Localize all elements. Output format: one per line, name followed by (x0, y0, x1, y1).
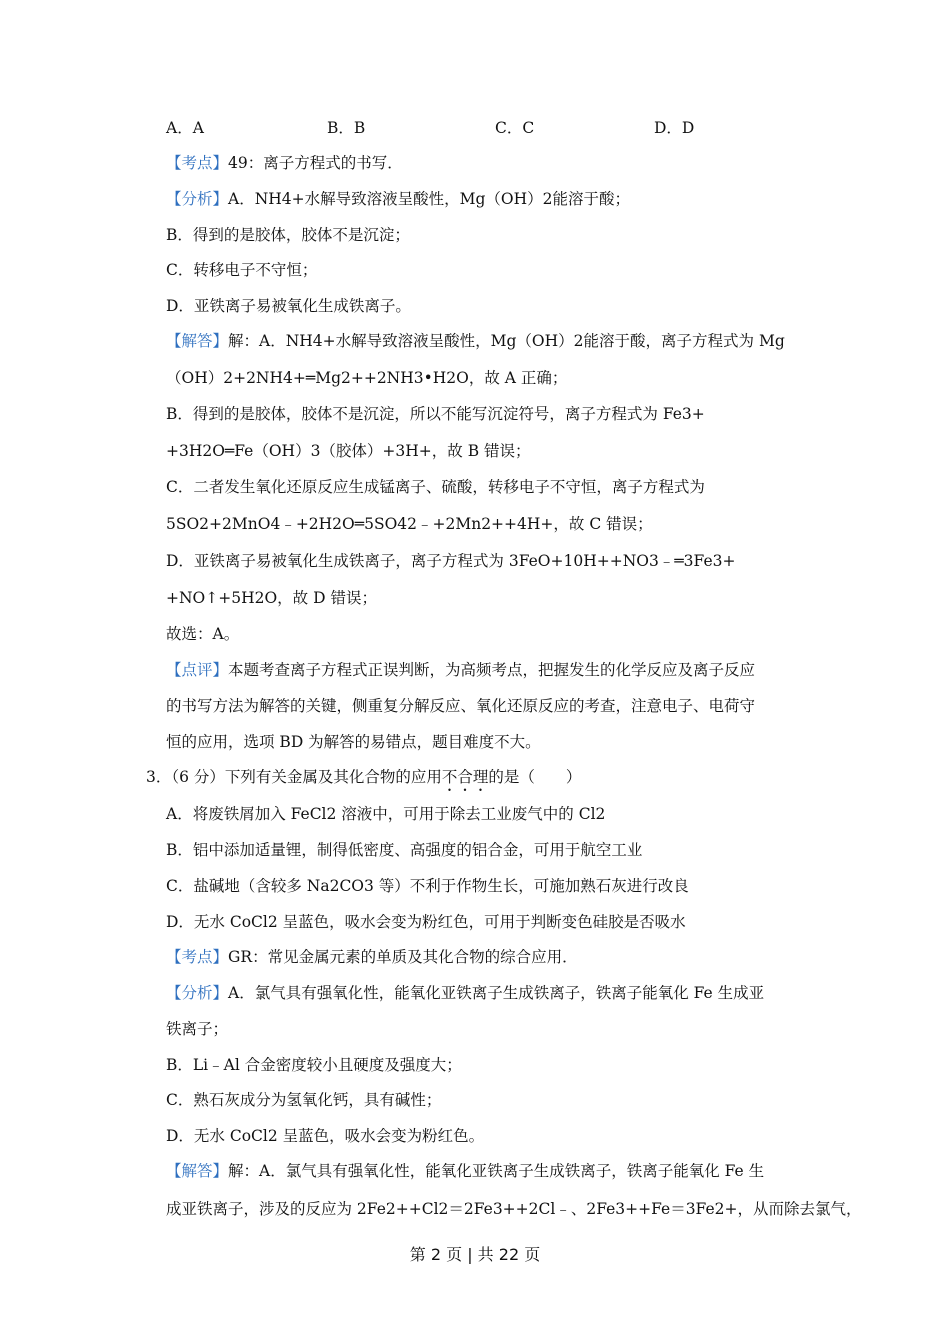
q3-stem-post: 的是（ ） (488, 768, 582, 786)
q3-jieda-a1 (166, 1160, 764, 1182)
kaodian-tag: 【考点】 (166, 154, 229, 172)
q3-fenxi-d: D．无水 CoCl2 呈蓝色，吸水会变为粉红色。 (166, 1127, 485, 1145)
option-b: B．B (327, 119, 366, 137)
fenxi-tag: 【分析】 (166, 190, 229, 208)
q2-kaodian-text: 49：离子方程式的书写． (228, 154, 403, 172)
q3-stem-pre: 3．（6 分）下列有关金属及其化合物的应用 (146, 768, 442, 786)
q3-fenxi-a1 (166, 982, 764, 1004)
q2-fenxi-a: A．NH4+水解导致溶液呈酸性，Mg（OH）2能溶于酸； (228, 190, 631, 208)
q2-jieda-a1 (166, 330, 785, 352)
q3-fenxi-a1-text: A．氯气具有强氧化性，能氧化亚铁离子生成铁离子，铁离子能氧化 Fe 生成亚 (228, 984, 765, 1002)
q2-kaodian (166, 152, 403, 174)
q3-stem (146, 766, 581, 795)
q2-jieda-c1: C．二者发生氧化还原反应生成锰离子、硫酸，转移电子不守恒，离子方程式为 (166, 478, 705, 496)
q3-fenxi-b: B．Li﹣Al 合金密度较小且硬度及强度大； (166, 1056, 462, 1074)
page-footer: 第 2 页 | 共 22 页 (409, 1245, 541, 1264)
q3-kaodian (166, 946, 578, 968)
option-a: A．A (166, 119, 204, 137)
q2-jieda-a2: （OH）2+2NH4+═Mg2++2NH3•H2O，故 A 正确； (166, 369, 568, 387)
q2-dianping-1 (166, 659, 755, 681)
q2-guxuan: 故选：A。 (166, 625, 240, 643)
q2-fenxi-d: D．亚铁离子易被氧化生成铁离子。 (166, 297, 411, 315)
fenxi-tag: 【分析】 (166, 984, 229, 1002)
q3-option-d: D．无水 CoCl2 呈蓝色，吸水会变为粉红色，可用于判断变色硅胶是否吸水 (166, 913, 686, 931)
q2-jieda-c2: 5SO2+2MnO4﹣+2H2O═5SO42﹣+2Mn2++4H+，故 C 错误； (166, 515, 653, 533)
q3-option-c: C．盐碱地（含较多 Na2CO3 等）不利于作物生长，可施加熟石灰进行改良 (166, 877, 689, 895)
q2-jieda-b1: B．得到的是胶体，胶体不是沉淀，所以不能写沉淀符号，离子方程式为 Fe3+ (166, 405, 705, 423)
q3-fenxi-c: C．熟石灰成分为氢氧化钙，具有碱性； (166, 1091, 442, 1109)
q2-dianping-1-text: 本题考查离子方程式正误判断，为高频考点，把握发生的化学反应及离子反应 (228, 661, 756, 679)
jieda-tag: 【解答】 (166, 1162, 229, 1180)
q2-fenxi-b: B．得到的是胶体，胶体不是沉淀； (166, 226, 410, 244)
q2-jieda-d1: D．亚铁离子易被氧化生成铁离子，离子方程式为 3FeO+10H++NO3﹣═3Fe3+ (166, 552, 736, 570)
q3-stem-emphasis (442, 768, 489, 786)
q2-jieda-a1-text: 解：A．NH4+水解导致溶液呈酸性，Mg（OH）2能溶于酸，离子方程式为 Mg (228, 332, 785, 350)
q2-jieda-d2: +NO↑+5H2O，故 D 错误； (166, 589, 377, 607)
jieda-tag: 【解答】 (166, 332, 229, 350)
q2-fenxi-c: C．转移电子不守恒； (166, 261, 318, 279)
q2-dianping-3: 恒的应用，选项 BD 为解答的易错点，题目难度不大。 (166, 733, 541, 751)
q3-jieda-a2: 成亚铁离子，涉及的反应为 2Fe2++Cl2＝2Fe3++2Cl﹣、2Fe3++Fe＝3Fe2+，从而除去氯气， (166, 1200, 862, 1218)
option-c: C．C (495, 119, 535, 137)
q3-option-a: A．将废铁屑加入 FeCl2 溶液中，可用于除去工业废气中的 Cl2 (166, 805, 606, 823)
q3-option-b: B．铝中添加适量锂，制得低密度、高强度的铝合金，可用于航空工业 (166, 841, 643, 859)
kaodian-tag: 【考点】 (166, 948, 229, 966)
q2-jieda-b2: +3H2O═Fe（OH）3（胶体）+3H+，故 B 错误； (166, 442, 531, 460)
dianping-tag: 【点评】 (166, 661, 229, 679)
q2-dianping-2: 的书写方法为解答的关键，侧重复分解反应、氧化还原反应的考查，注意电子、电荷守 (166, 697, 756, 715)
q3-stem-dots: 不合理 (441, 768, 489, 786)
q3-kaodian-text: GR：常见金属元素的单质及其化合物的综合应用． (228, 948, 578, 966)
q2-fenxi (166, 188, 630, 210)
q3-jieda-a1-text: 解：A．氯气具有强氧化性，能氧化亚铁离子生成铁离子，铁离子能氧化 Fe 生 (228, 1162, 765, 1180)
q3-fenxi-a2: 铁离子； (166, 1020, 229, 1038)
option-d: D．D (654, 119, 695, 137)
